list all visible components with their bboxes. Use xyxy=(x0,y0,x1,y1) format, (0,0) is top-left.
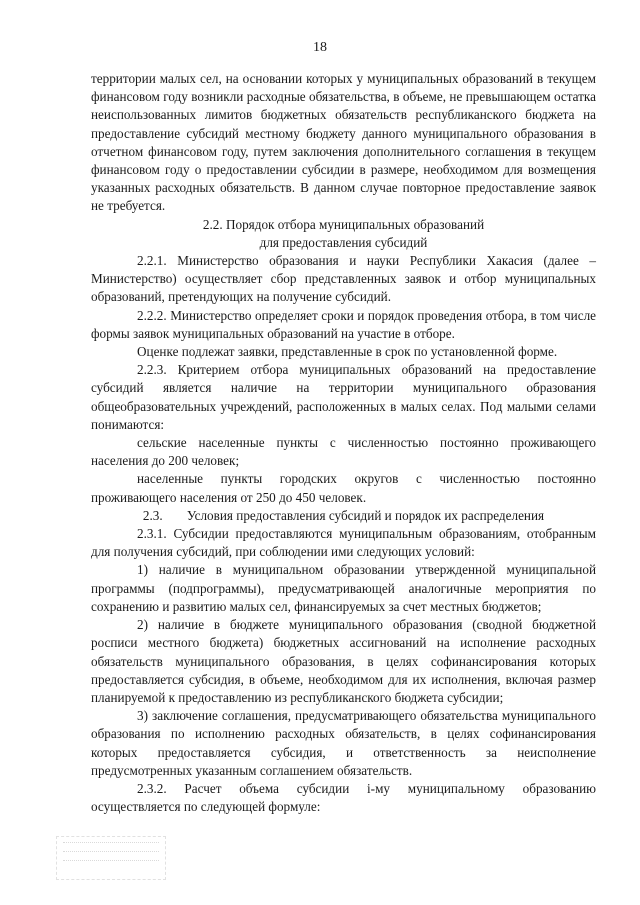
paragraph-2-3-1: 2.3.1. Субсидии предоставляются муниципальным образованиям, отобранным для получения субсидий, при соблюдении ими следующих условий: xyxy=(91,526,596,560)
section-heading-2-2-line1: 2.2. Порядок отбора муниципальных образований xyxy=(202,216,485,232)
paragraph-2-2-2: 2.2.2. Министерство определяет сроки и порядок проведения отбора, в том числе формы заявок муниципальных образований на участие в отборе. xyxy=(91,307,596,341)
paragraph-2-2-3-b: населенные пункты городских округов с численностью постоянно проживающего населения от 250 до 450 человек. xyxy=(91,471,596,505)
section-heading-2-2-line2: для предоставления субсидий xyxy=(259,234,428,250)
section-heading-2-3-number: 2.3. xyxy=(142,507,163,523)
paragraph-2-2-2-b: Оценке подлежат заявки, представленные в срок по установленной форме. xyxy=(137,344,558,360)
paragraph-2-3-2: 2.3.2. Расчет объема субсидии i-му муниципальному образованию осуществляется по следующей формуле: xyxy=(91,780,596,815)
paragraph-2-2-1: 2.2.1. Министерство образования и науки Республики Хакасия (далее – Министерство) осуществляет сбор представленных заявок и отбор муниципальных образований, претендующих на получение субсидий. xyxy=(91,253,596,305)
paragraph-continuation: территории малых сел, на основании которых у муниципальных образований в текущем финансовом году возникли расходные обязательства, в объеме, не превышающем остатка неиспользованных лимитов бюджетных обязательств республиканского бюджета на предоставление субсидий местному бюджету данного муниципального образования в отчетном финансовом году, путем заключения дополнительного соглашения в текущем финансовом году о предоставлении субсидии в размере, необходимом для возмещения указанных расходных обязательств. В данном случае повторное предоставление заявок не требуется. xyxy=(91,71,596,214)
paragraph-2-3-1-item-1: 1) наличие в муниципальном образовании утвержденной муниципальной программы (подпрограммы), предусматривающей аналогичные мероприятия по сохранению и развитию малых сел, финансируемых за счет местных бюджетов; xyxy=(91,562,596,614)
faded-stamp-mark xyxy=(56,836,166,880)
paragraph-2-3-1-item-2: 2) наличие в бюджете муниципального образования (сводной бюджетной росписи местного бюджета) бюджетных ассигнований на исполнение расходных обязательств муниципального образования, в целях софинансирования которых предоставляется субсидия, в объеме, необходимом для их исполнения, включая размер планируемой к предоставлению из республиканского бюджета субсидии; xyxy=(91,617,596,705)
paragraph-2-2-3-a: сельские населенные пункты с численностью постоянно проживающего населения до 200 человек; xyxy=(91,435,596,469)
page-number: 18 xyxy=(313,40,327,55)
paragraph-2-3-1-item-3: 3) заключение соглашения, предусматривающего обязательства муниципального образования по исполнению расходных обязательств, в целях софинансирования которых предоставляется субсидия, и ответственность за неисполнение предусмотренных указанным соглашением обязательств. xyxy=(91,708,596,778)
section-heading-2-3 xyxy=(91,507,596,525)
paragraph-2-2-3: 2.2.3. Критерием отбора муниципальных образований на предоставление субсидий является наличие на территории муниципального образования общеобразовательных учреждений, расположенных в малых селах. Под малыми селами понимаются: xyxy=(91,362,596,432)
section-heading-2-3-text: Условия предоставления субсидий и порядок их распределения xyxy=(186,507,545,523)
document-body xyxy=(91,70,596,816)
